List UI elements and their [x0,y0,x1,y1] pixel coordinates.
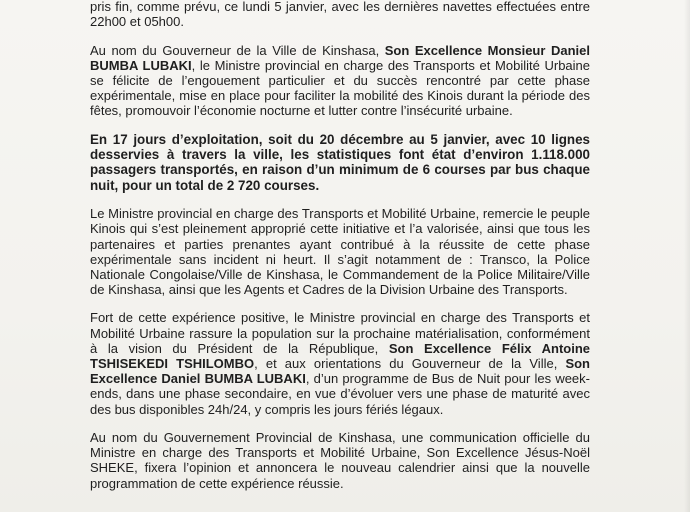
document-body [90,0,590,504]
president-name: Son Excellence Félix Antoine TSHISEKEDI TSHILOMBO [90,340,590,372]
paragraph-statistics: En 17 jours d’exploitation, soit du 20 décembre au 5 janvier, avec 10 lignes desservies à travers la ville, les statistiques font état d’environ 1.118.000 passagers transportés, en raison d’un minimum de 6 courses par bus chaque nuit, pour un total de 2 720 courses. [90,131,590,193]
paragraph-communication: Au nom du Gouvernement Provincial de Kinshasa, une communication officielle du Ministre en charge des Transports et Mobilité Urbaine, Son Excellence Jésus-Noël SHEKE, fixera l’opinion et annoncera le nouveau calendrier ainsi que la nouvelle programmation de cette expérience réussie. [90,429,590,491]
paragraph-governor-text-end: , le Ministre provincial en charge des Transports et Mobilité Urbaine se félicite de l’engouement particulier et du succès rencontré par cette phase expérimentale, mise en place pour faciliter la mobilité des Kinois durant la période des fêtes, promouvoir l’économie nocturne et lutter contre l’insécurité urbaine. [90,57,590,119]
governor-name: Son Excellence Monsieur Daniel BUMBA LUBAKI [90,42,590,73]
paragraph-outlook-text: Fort de cette expérience positive, le Ministre provincial en charge des Transports et Mobilité Urbaine rassure la population sur la prochaine matérialisation, conformément à la vision du Président de la République, [90,310,590,356]
paragraph-outlook-text-end: , d’un programme de Bus de Nuit pour les week-ends, dans une phase secondaire, en vue d’évoluer vers une phase de maturité avec des bus disponibles 24h/24, y compris les jours fériés légaux. [90,371,590,417]
paragraph-governor [90,43,590,119]
governor-name-2: Son Excellence Daniel BUMBA LUBAKI [90,356,590,387]
scan-edge-shadow [684,0,690,512]
paragraph-outlook-text-mid: , et aux orientations du Gouverneur de la Ville, [254,356,566,372]
paragraph-outlook [90,310,590,416]
paragraph-thanks: Le Ministre provincial en charge des Transports et Mobilité Urbaine, remercie le peuple Kinois qui s’est pleinement approprié cette initiative et l’a valorisée, ainsi que tous les partenaires et parties prenantes ayant contribué à la réussite de cette phase expérimentale sans incident ni heurt. Il s’agit notamment de : Transco, la Police Nationale Congolaise/Ville de Kinshasa, le Commandement de la Police Militaire/Ville de Kinshasa, ainsi que les Agents et Cadres de la Division Urbaine des Transports. [90,206,590,298]
paragraph-intro [90,0,590,30]
paragraph-governor-text: Au nom du Gouverneur de la Ville de Kinshasa, [90,42,385,58]
paragraph-intro-text-end: pris fin, comme prévu, ce lundi 5 janvier, avec les dernières navettes effectuées entre 22h00 et 05h00. [90,0,590,30]
